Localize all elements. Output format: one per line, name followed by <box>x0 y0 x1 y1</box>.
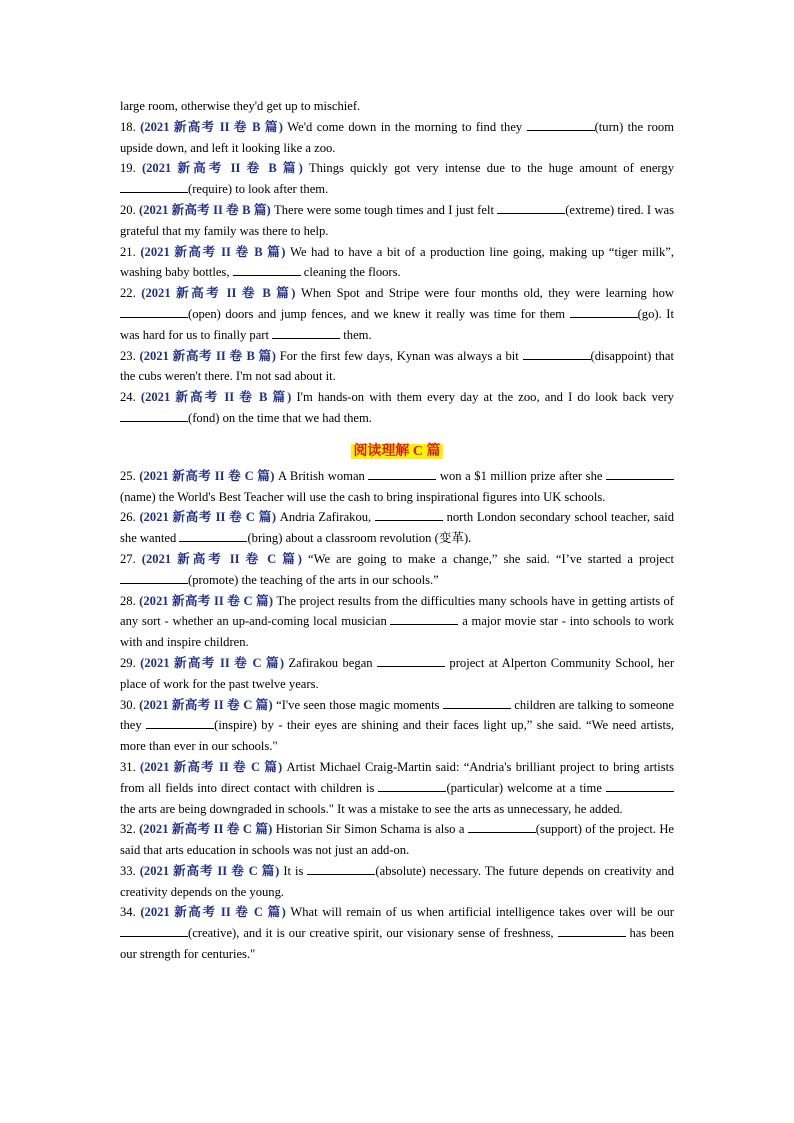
question-text: I'm hands-on with them every day at the zoo, and I do look back very <box>291 390 674 405</box>
question-text: “We are going to make a change,” she said. “I’ve started a project <box>301 551 675 566</box>
question-text: What will remain of us when artificial intelligence takes over will be our <box>285 905 675 920</box>
question-text: cleaning the floors. <box>300 265 401 280</box>
question-17-continuation <box>120 96 674 117</box>
question-source: (2021 新高考 II 卷 B 篇) <box>140 119 283 134</box>
question-source: (2021 新高考 II 卷 B 篇) <box>141 286 296 301</box>
question-number: 25. <box>120 468 140 483</box>
answer-blank[interactable] <box>606 778 674 792</box>
question-text: (require) to look after them. <box>188 182 329 197</box>
question-text: north London secondary school teacher, said she wanted <box>120 510 675 546</box>
question-text: Historian Sir Simon Schama is also a <box>272 822 468 837</box>
answer-blank[interactable] <box>377 653 445 667</box>
question-30 <box>120 695 674 757</box>
question-28 <box>120 591 674 653</box>
answer-blank[interactable] <box>606 466 674 480</box>
question-text: (disappoint) that the cubs weren't there. I'm not sad about it. <box>120 348 674 384</box>
question-27 <box>120 549 674 591</box>
document-page <box>120 96 674 965</box>
question-number: 26. <box>120 510 140 525</box>
question-text: (turn) the room upside down, and left it looking like a zoo. <box>120 119 674 155</box>
question-text: (particular) welcome at a time <box>446 780 606 795</box>
question-text: The project results from the difficulties many schools have in getting artists of any sort - whether an up-and-coming local musician <box>120 593 675 629</box>
question-26 <box>120 507 674 549</box>
question-32 <box>120 819 674 861</box>
answer-blank[interactable] <box>468 819 536 833</box>
question-number: 34. <box>120 905 141 920</box>
answer-blank[interactable] <box>120 570 188 584</box>
section-heading <box>120 439 674 463</box>
answer-blank[interactable] <box>443 695 511 709</box>
question-number: 29. <box>120 655 141 670</box>
question-18 <box>120 117 674 159</box>
question-text: (open) doors and jump fences, and we knew it really was time for them <box>188 306 570 321</box>
question-source: (2021 新高考 II 卷 B 篇) <box>140 390 292 405</box>
question-source: (2021 新高考 II 卷 C 篇) <box>139 822 273 837</box>
question-number: 18. <box>120 119 141 134</box>
question-source: (2021 新高考 II 卷 C 篇) <box>139 593 274 608</box>
question-text: (support) of the project. He said that arts education in schools was not just an add-on. <box>120 822 675 858</box>
question-source: (2021 新高考 II 卷 C 篇) <box>140 905 286 920</box>
question-source: (2021 新高考 II 卷 C 篇) <box>139 510 277 525</box>
question-source: (2021 新高考 II 卷 B 篇) <box>139 202 271 217</box>
question-text: children are talking to someone they <box>120 697 675 733</box>
question-text: the arts are being downgraded in schools." It was a mistake to see the arts as unnecessary, he added. <box>120 801 623 816</box>
question-text: (fond) on the time that we had them. <box>188 410 372 425</box>
answer-blank[interactable] <box>146 715 214 729</box>
answer-blank[interactable] <box>368 466 436 480</box>
answer-blank[interactable] <box>120 179 188 193</box>
question-source: (2021 新高考 II 卷 C 篇) <box>140 655 285 670</box>
question-number: 33. <box>120 863 140 878</box>
question-22 <box>120 283 674 345</box>
question-number: 24. <box>120 390 141 405</box>
question-number: 21. <box>120 244 141 259</box>
question-source: (2021 新高考 II 卷 C 篇) <box>141 551 302 566</box>
question-text: (go). It was hard for us to finally part <box>120 306 674 342</box>
question-text: (name) the World's Best Teacher will use the cash to bring inspirational figures into UK schools. <box>120 489 606 504</box>
question-text: (promote) the teaching of the arts in our schools.” <box>188 572 439 587</box>
question-text: won a $1 million prize after she <box>436 468 607 483</box>
answer-blank[interactable] <box>120 304 188 318</box>
answer-blank[interactable] <box>272 325 340 339</box>
answer-blank[interactable] <box>233 262 301 276</box>
question-text: There were some tough times and I just felt <box>270 202 498 217</box>
answer-blank[interactable] <box>120 923 188 937</box>
question-source: (2021 新高考 II 卷 B 篇) <box>139 348 276 363</box>
answer-blank[interactable] <box>390 611 458 625</box>
question-text: Andria Zafirakou, <box>276 510 375 525</box>
question-number: 22. <box>120 286 142 301</box>
question-text: project at Alperton Community School, her place of work for the past twelve years. <box>120 655 675 691</box>
question-number: 20. <box>120 202 140 217</box>
question-text: It is <box>279 863 308 878</box>
question-31 <box>120 757 674 819</box>
question-text: Zafirakou began <box>284 655 377 670</box>
question-source: (2021 新高考 II 卷 C 篇) <box>140 759 283 774</box>
answer-blank[interactable] <box>558 923 626 937</box>
question-text: (absolute) necessary. The future depends on creativity and creativity depends on the young. <box>120 863 675 899</box>
question-text: For the first few days, Kynan was always a bit <box>275 348 523 363</box>
answer-blank[interactable] <box>527 117 595 131</box>
answer-blank[interactable] <box>523 346 591 360</box>
question-source: (2021 新高考 II 卷 B 篇) <box>140 244 286 259</box>
answer-blank[interactable] <box>570 304 638 318</box>
answer-blank[interactable] <box>497 200 565 214</box>
question-23 <box>120 346 674 388</box>
question-24 <box>120 387 674 429</box>
question-text: (extreme) tired. I was grateful that my family was there to help. <box>120 202 674 238</box>
question-number: 28. <box>120 593 140 608</box>
question-29 <box>120 653 674 695</box>
question-text: has been our strength for centuries." <box>120 926 675 962</box>
question-34 <box>120 902 674 964</box>
answer-blank[interactable] <box>375 507 443 521</box>
question-number: 19. <box>120 161 142 176</box>
question-text: large room, otherwise they'd get up to mischief. <box>120 99 361 113</box>
question-text: Things quickly got very intense due to the huge amount of energy <box>302 161 674 176</box>
question-text: (inspire) by - their eyes are shining and their faces light up,” she said. “We need artists, more than ever in our schools." <box>120 718 674 754</box>
question-text: them. <box>340 327 372 342</box>
question-text: (bring) about a classroom revolution (变革). <box>247 531 472 546</box>
question-text: A British woman <box>274 468 369 483</box>
question-source: (2021 新高考 II 卷 C 篇) <box>139 468 275 483</box>
answer-blank[interactable] <box>378 778 446 792</box>
question-source: (2021 新高考 II 卷 C 篇) <box>139 863 280 878</box>
section-title: 阅读理解 C 篇 <box>353 443 441 459</box>
question-text: We had to have a bit of a production line going, making up “tiger milk”, washing baby bottles, <box>120 244 674 280</box>
question-text: “I've seen those magic moments <box>272 697 443 712</box>
question-number: 23. <box>120 348 140 363</box>
answer-blank[interactable] <box>179 528 247 542</box>
question-text: a major movie star - into schools to work with and inspire children. <box>120 614 674 650</box>
question-text: We'd come down in the morning to find they <box>282 119 527 134</box>
answer-blank[interactable] <box>120 408 188 422</box>
answer-blank[interactable] <box>307 861 375 875</box>
question-21 <box>120 242 674 284</box>
question-text: (creative), and it is our creative spirit, our visionary sense of freshness, <box>188 926 558 941</box>
question-number: 27. <box>120 551 142 566</box>
question-33 <box>120 861 674 903</box>
question-number: 32. <box>120 822 140 837</box>
question-source: (2021 新高考 II 卷 C 篇) <box>139 697 273 712</box>
question-text: Artist Michael Craig-Martin said: “Andria's brilliant project to bring artists from all fields into direct contact with children is <box>120 759 675 795</box>
question-number: 31. <box>120 759 140 774</box>
question-19 <box>120 158 674 200</box>
question-20 <box>120 200 674 242</box>
question-25 <box>120 466 674 508</box>
question-text: When Spot and Stripe were four months old, they were learning how <box>295 286 675 301</box>
question-source: (2021 新高考 II 卷 B 篇) <box>141 161 303 176</box>
question-number: 30. <box>120 697 140 712</box>
